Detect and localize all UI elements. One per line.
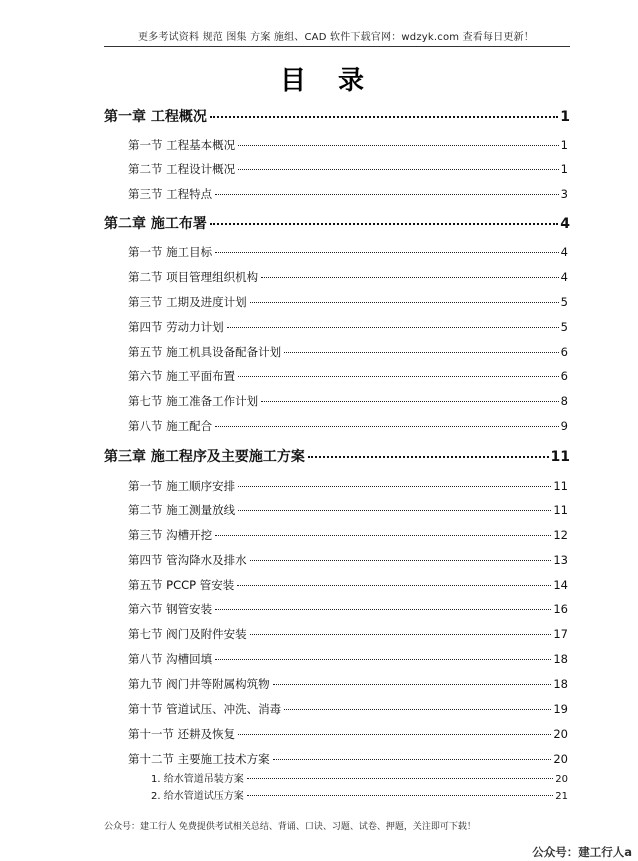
toc-entry-page-number: 21 [555,791,568,802]
toc-entry-section[interactable] [128,344,568,360]
header-divider [104,46,570,47]
toc-entry-label: 第八节 施工配合 [128,419,213,433]
toc-entry-label: 第四节 管沟降水及排水 [128,553,247,567]
dot-leader [247,795,554,796]
toc-entry-page-number: 20 [553,727,568,741]
toc-entry-section[interactable] [128,577,568,593]
toc-entry-page-number: 5 [560,320,568,334]
toc-entry-section[interactable] [128,751,568,767]
toc-entry-section[interactable] [128,701,568,717]
toc-entry-page-number: 11 [550,449,570,465]
toc-entry-section[interactable] [128,651,568,667]
dot-leader [215,252,559,253]
dot-leader [215,659,551,660]
toc-entry-page-number: 4 [560,270,568,284]
toc-entry-label: 1. 给水管道吊装方案 [151,774,244,785]
toc-entry-page-number: 19 [553,702,568,716]
toc-entry-page-number: 1 [560,109,570,125]
toc-entry-page-number: 20 [555,774,568,785]
dot-leader [308,456,549,458]
toc-entry-page-number: 5 [560,295,568,309]
toc-entry-page-number: 6 [560,369,568,383]
toc-entry-section[interactable] [128,676,568,692]
toc-entry-label: 第五节 PCCP 管安装 [128,578,235,592]
toc-entry-section[interactable] [128,186,568,202]
toc-entry-label: 第二节 施工测量放线 [128,503,236,517]
toc-entry-label: 第二节 工程设计概况 [128,162,236,176]
toc-entry-label: 第七节 施工准备工作计划 [128,394,259,408]
dot-leader [238,169,559,170]
toc-entry-label: 第六节 施工平面布置 [128,369,236,383]
toc-entry-label: 第三节 沟槽开挖 [128,528,213,542]
toc-entry-label: 第十一节 还耕及恢复 [128,727,236,741]
dot-leader [238,734,551,735]
toc-entry-page-number: 18 [553,677,568,691]
dot-leader [237,585,551,586]
toc-entry-section[interactable] [128,393,568,409]
toc-entry-page-number: 11 [553,503,568,517]
dot-leader [238,486,551,487]
dot-leader [238,510,551,511]
toc-entry-label: 第二节 项目管理组织机构 [128,270,259,284]
toc-entry-page-number: 1 [560,162,568,176]
dot-leader [250,560,552,561]
toc-entry-section[interactable] [128,726,568,742]
dot-leader [284,352,559,353]
toc-entry-page-number: 6 [560,345,568,359]
toc-entry-page-number: 17 [553,627,568,641]
toc-entry-sub[interactable] [151,773,568,786]
toc-entry-page-number: 8 [560,394,568,408]
page-title: 目录 [279,66,396,96]
toc-entry-section[interactable] [128,269,568,285]
toc-entry-page-number: 13 [553,553,568,567]
dot-leader [261,401,559,402]
dot-leader [250,634,552,635]
toc-entry-label: 第十二节 主要施工技术方案 [128,752,270,766]
toc-entry-chapter[interactable] [104,448,570,466]
toc-entry-label: 第六节 钢管安装 [128,602,213,616]
toc-entry-section[interactable] [128,601,568,617]
toc-entry-label: 第一节 施工目标 [128,245,213,259]
toc-entry-page-number: 11 [553,479,568,493]
dot-leader [227,327,559,328]
toc-entry-page-number: 4 [560,216,570,232]
toc-entry-section[interactable] [128,137,568,153]
dot-leader [238,145,559,146]
dot-leader [250,302,559,303]
dot-leader [247,778,554,779]
toc-entry-section[interactable] [128,478,568,494]
toc-entry-chapter[interactable] [104,215,570,233]
toc-entry-label: 第七节 阀门及附件安装 [128,627,247,641]
toc-entry-page-number: 9 [560,419,568,433]
toc-entry-label: 第三节 工期及进度计划 [128,295,247,309]
toc-entry-sub[interactable] [151,790,568,803]
toc-entry-label: 第三章 施工程序及主要施工方案 [104,449,305,465]
dot-leader [215,609,551,610]
toc-entry-label: 第九节 阀门井等附属构筑物 [128,677,270,691]
toc-entry-page-number: 4 [560,245,568,259]
toc-entry-section[interactable] [128,527,568,543]
toc-entry-section[interactable] [128,161,568,177]
footer-note: 公众号：建工行人 免费提供考试相关总结、背诵、口诀、习题、试卷、押题，关注即可下载！ [104,822,476,832]
page-header: 更多考试资料 规范 图集 方案 施组、CAD 软件下载官网：wdzyk.com 查看每日更新！ [137,32,534,43]
dot-leader [210,223,558,225]
dot-leader [215,535,551,536]
dot-leader [210,116,558,118]
toc-entry-section[interactable] [128,418,568,434]
toc-entry-label: 第一节 工程基本概况 [128,138,236,152]
toc-entry-page-number: 14 [553,578,568,592]
toc-entry-page-number: 20 [553,752,568,766]
toc-entry-label: 第十节 管道试压、冲洗、消毒 [128,702,282,716]
toc-entry-label: 第一节 施工顺序安排 [128,479,236,493]
dot-leader [273,759,552,760]
toc-entry-section[interactable] [128,552,568,568]
toc-entry-section[interactable] [128,319,568,335]
toc-entry-label: 第三节 工程特点 [128,187,213,201]
toc-entry-page-number: 12 [553,528,568,542]
toc-entry-chapter[interactable] [104,108,570,126]
toc-entry-label: 第二章 施工布署 [104,216,207,232]
toc-entry-label: 第一章 工程概况 [104,109,207,125]
toc-entry-page-number: 18 [553,652,568,666]
dot-leader [261,277,559,278]
watermark: 公众号：建工行人a [532,845,632,859]
toc-entry-page-number: 1 [560,138,568,152]
toc-entry-label: 第八节 沟槽回填 [128,652,213,666]
dot-leader [215,426,559,427]
dot-leader [215,194,559,195]
dot-leader [238,376,559,377]
toc-entry-page-number: 16 [553,602,568,616]
dot-leader [273,684,552,685]
toc-entry-section[interactable] [128,244,568,260]
toc-entry-label: 第五节 施工机具设备配备计划 [128,345,282,359]
toc-entry-label: 2. 给水管道试压方案 [151,791,244,802]
toc-entry-section[interactable] [128,368,568,384]
dot-leader [284,709,551,710]
toc-entry-label: 第四节 劳动力计划 [128,320,224,334]
toc-entry-page-number: 3 [560,187,568,201]
toc-entry-section[interactable] [128,294,568,310]
toc-entry-section[interactable] [128,626,568,642]
toc-entry-section[interactable] [128,502,568,518]
